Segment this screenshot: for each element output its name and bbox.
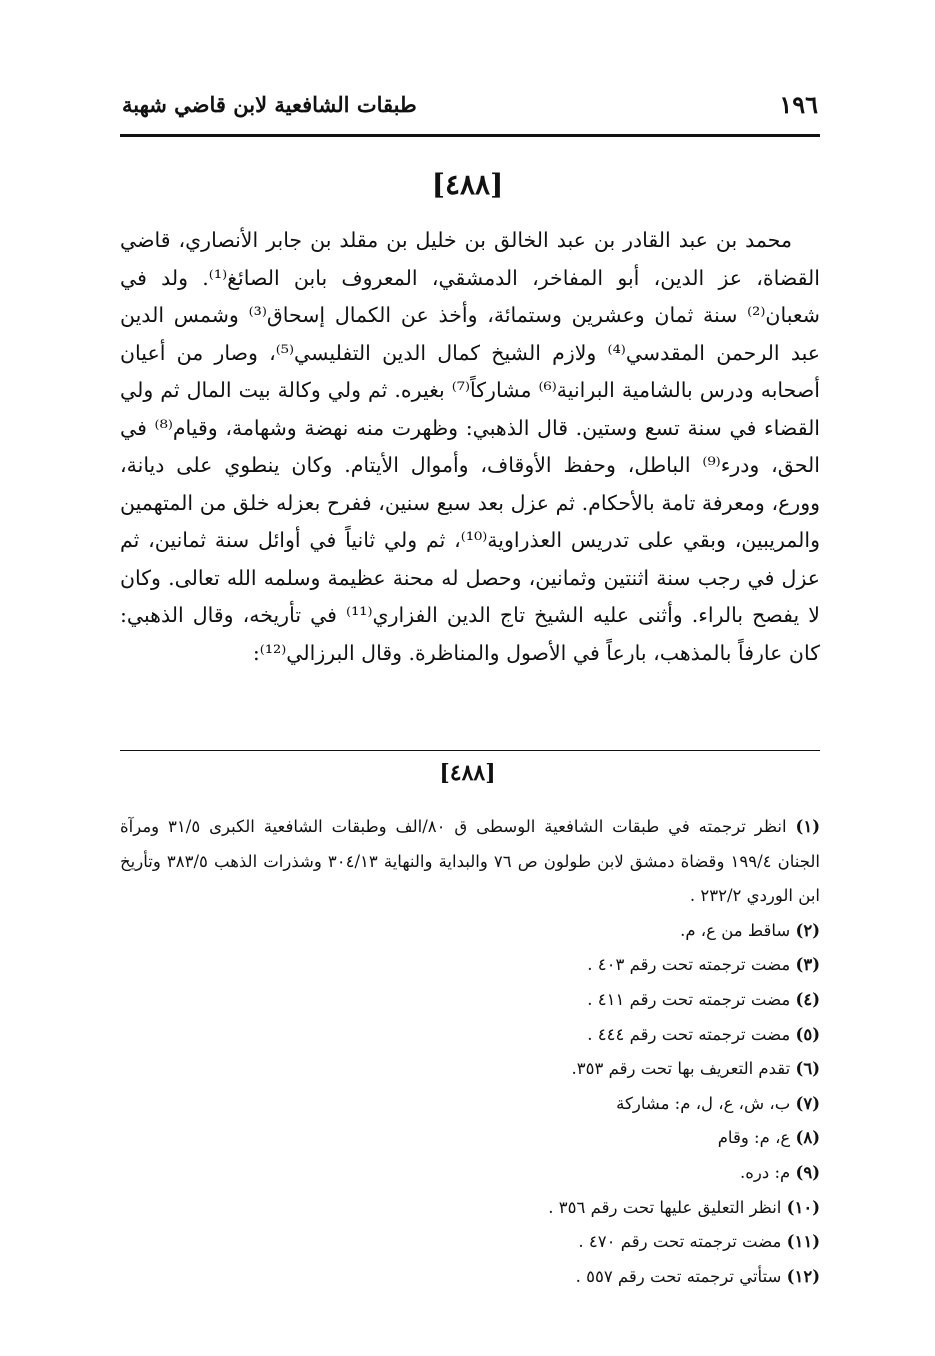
footnotes-rule	[120, 750, 820, 751]
footnote	[120, 1260, 820, 1295]
footnote-mark: (٣)	[795, 955, 820, 975]
footnote-text: انظر ترجمته في طبقات الشافعية الوسطى ق ٨٠/الف وطبقات الشافعية الكبرى ٣١/٥ ومرآة الجنان ١٩٩/٤ وقضاة دمشق لابن طولون ص ٧٦ والبداية والنهاية ٣٠٤/١٣ وشذرات الذهب ٣٨٣/٥ وتأريخ ابن الوردي ٢٣٢/٢ .	[120, 817, 821, 906]
footnote-text: مضت ترجمته تحت رقم ٤٧٠ .	[578, 1232, 782, 1252]
entry-body	[120, 222, 820, 722]
footnote	[120, 1121, 820, 1156]
running-title: طبقات الشافعية لابن قاضي شهبة	[122, 92, 417, 117]
footnote-mark: (١١)	[786, 1232, 820, 1252]
footnote	[120, 1191, 820, 1226]
footnote	[120, 1018, 820, 1053]
footnote-text: تقدم التعريف بها تحت رقم ٣٥٣.	[571, 1059, 791, 1079]
footnote	[120, 1087, 820, 1122]
footnote-mark: (٨)	[795, 1128, 820, 1148]
footnote-mark: (٤)	[795, 989, 820, 1009]
footnote-mark: (٥)	[795, 1024, 820, 1044]
footnote-text: مضت ترجمته تحت رقم ٤٤٤ .	[587, 1024, 791, 1044]
footnotes-entry-number: [٤٨٨]	[439, 760, 496, 786]
footnote-text: ع، م: وقام	[717, 1128, 791, 1148]
footnote	[120, 1225, 820, 1260]
footnote	[120, 1156, 820, 1191]
footnote-text: ب، ش، ع، ل، م: مشاركة	[616, 1093, 791, 1113]
footnote-mark: (١٠)	[786, 1197, 820, 1217]
footnote-text: ستأتي ترجمته تحت رقم ٥٥٧ .	[575, 1266, 782, 1286]
footnote-mark: (١)	[795, 817, 821, 836]
footnote-text: مضت ترجمته تحت رقم ٤٠٣ .	[587, 955, 791, 975]
footnote	[120, 810, 820, 914]
page-header	[120, 82, 820, 122]
footnote-text: ساقط من ع، م.	[680, 920, 791, 940]
footnote-mark: (٧)	[795, 1093, 820, 1113]
footnote-text: مضت ترجمته تحت رقم ٤١١ .	[587, 989, 791, 1009]
footnote-text: انظر التعليق عليها تحت رقم ٣٥٦ .	[548, 1197, 782, 1217]
footnote	[120, 948, 820, 983]
footnote-text: م: دره.	[740, 1162, 791, 1182]
footnote	[120, 914, 820, 949]
footnote	[120, 983, 820, 1018]
footnotes-list	[120, 810, 820, 1294]
header-rule	[120, 134, 820, 137]
footnote	[120, 1052, 820, 1087]
entry-paragraph: محمد بن عبد القادر بن عبد الخالق بن خليل بن مقلد بن جابر الأنصاري، قاضي القضاة، عز الدين، أبو المفاخر، الدمشقي، المعروف بابن الصائغ⁽¹⁾. ولد في شعبان⁽²⁾ سنة ثمان وعشرين وستمائة، وأخذ عن الكمال إسحاق⁽³⁾ وشمس الدين عبد الرحمن المقدسي⁽⁴⁾ ولازم الشيخ كمال الدين التفليسي⁽⁵⁾، وصار من أعيان أصحابه ودرس بالشامية البرانية⁽⁶⁾ مشاركاً⁽⁷⁾ بغيره. ثم ولي وكالة بيت المال ثم ولي القضاء في سنة تسع وستين. قال الذهبي: وظهرت منه نهضة وشهامة، وقيام⁽⁸⁾ في الحق، ودرء⁽⁹⁾ الباطل، وحفظ الأوقاف، وأموال الأيتام. وكان ينطوي على ديانة، وورع، ومعرفة تامة بالأحكام. ثم عزل بعد سبع سنين، ففرح بعزله خلق من المتهمين والمريبين، وبقي على تدريس العذراوية⁽¹⁰⁾، ثم ولي ثانياً في أوائل سنة ثمانين، ثم عزل في رجب سنة اثنتين وثمانين، وحصل له محنة عظيمة وسلمه الله تعالى. وكان لا يفصح بالراء. وأثنى عليه الشيخ تاج الدين الفزاري⁽¹¹⁾ في تأريخه، وقال الذهبي: كان عارفاً بالمذهب، بارعاً في الأصول والمناظرة. وقال البرزالي⁽¹²⁾:	[120, 228, 821, 665]
footnote-mark: (٢)	[795, 920, 820, 940]
page-number: ١٩٦	[779, 90, 818, 119]
footnote-mark: (٦)	[795, 1059, 820, 1079]
entry-number: [٤٨٨]	[431, 168, 504, 201]
footnote-mark: (١٢)	[786, 1266, 820, 1286]
footnote-mark: (٩)	[795, 1162, 820, 1182]
